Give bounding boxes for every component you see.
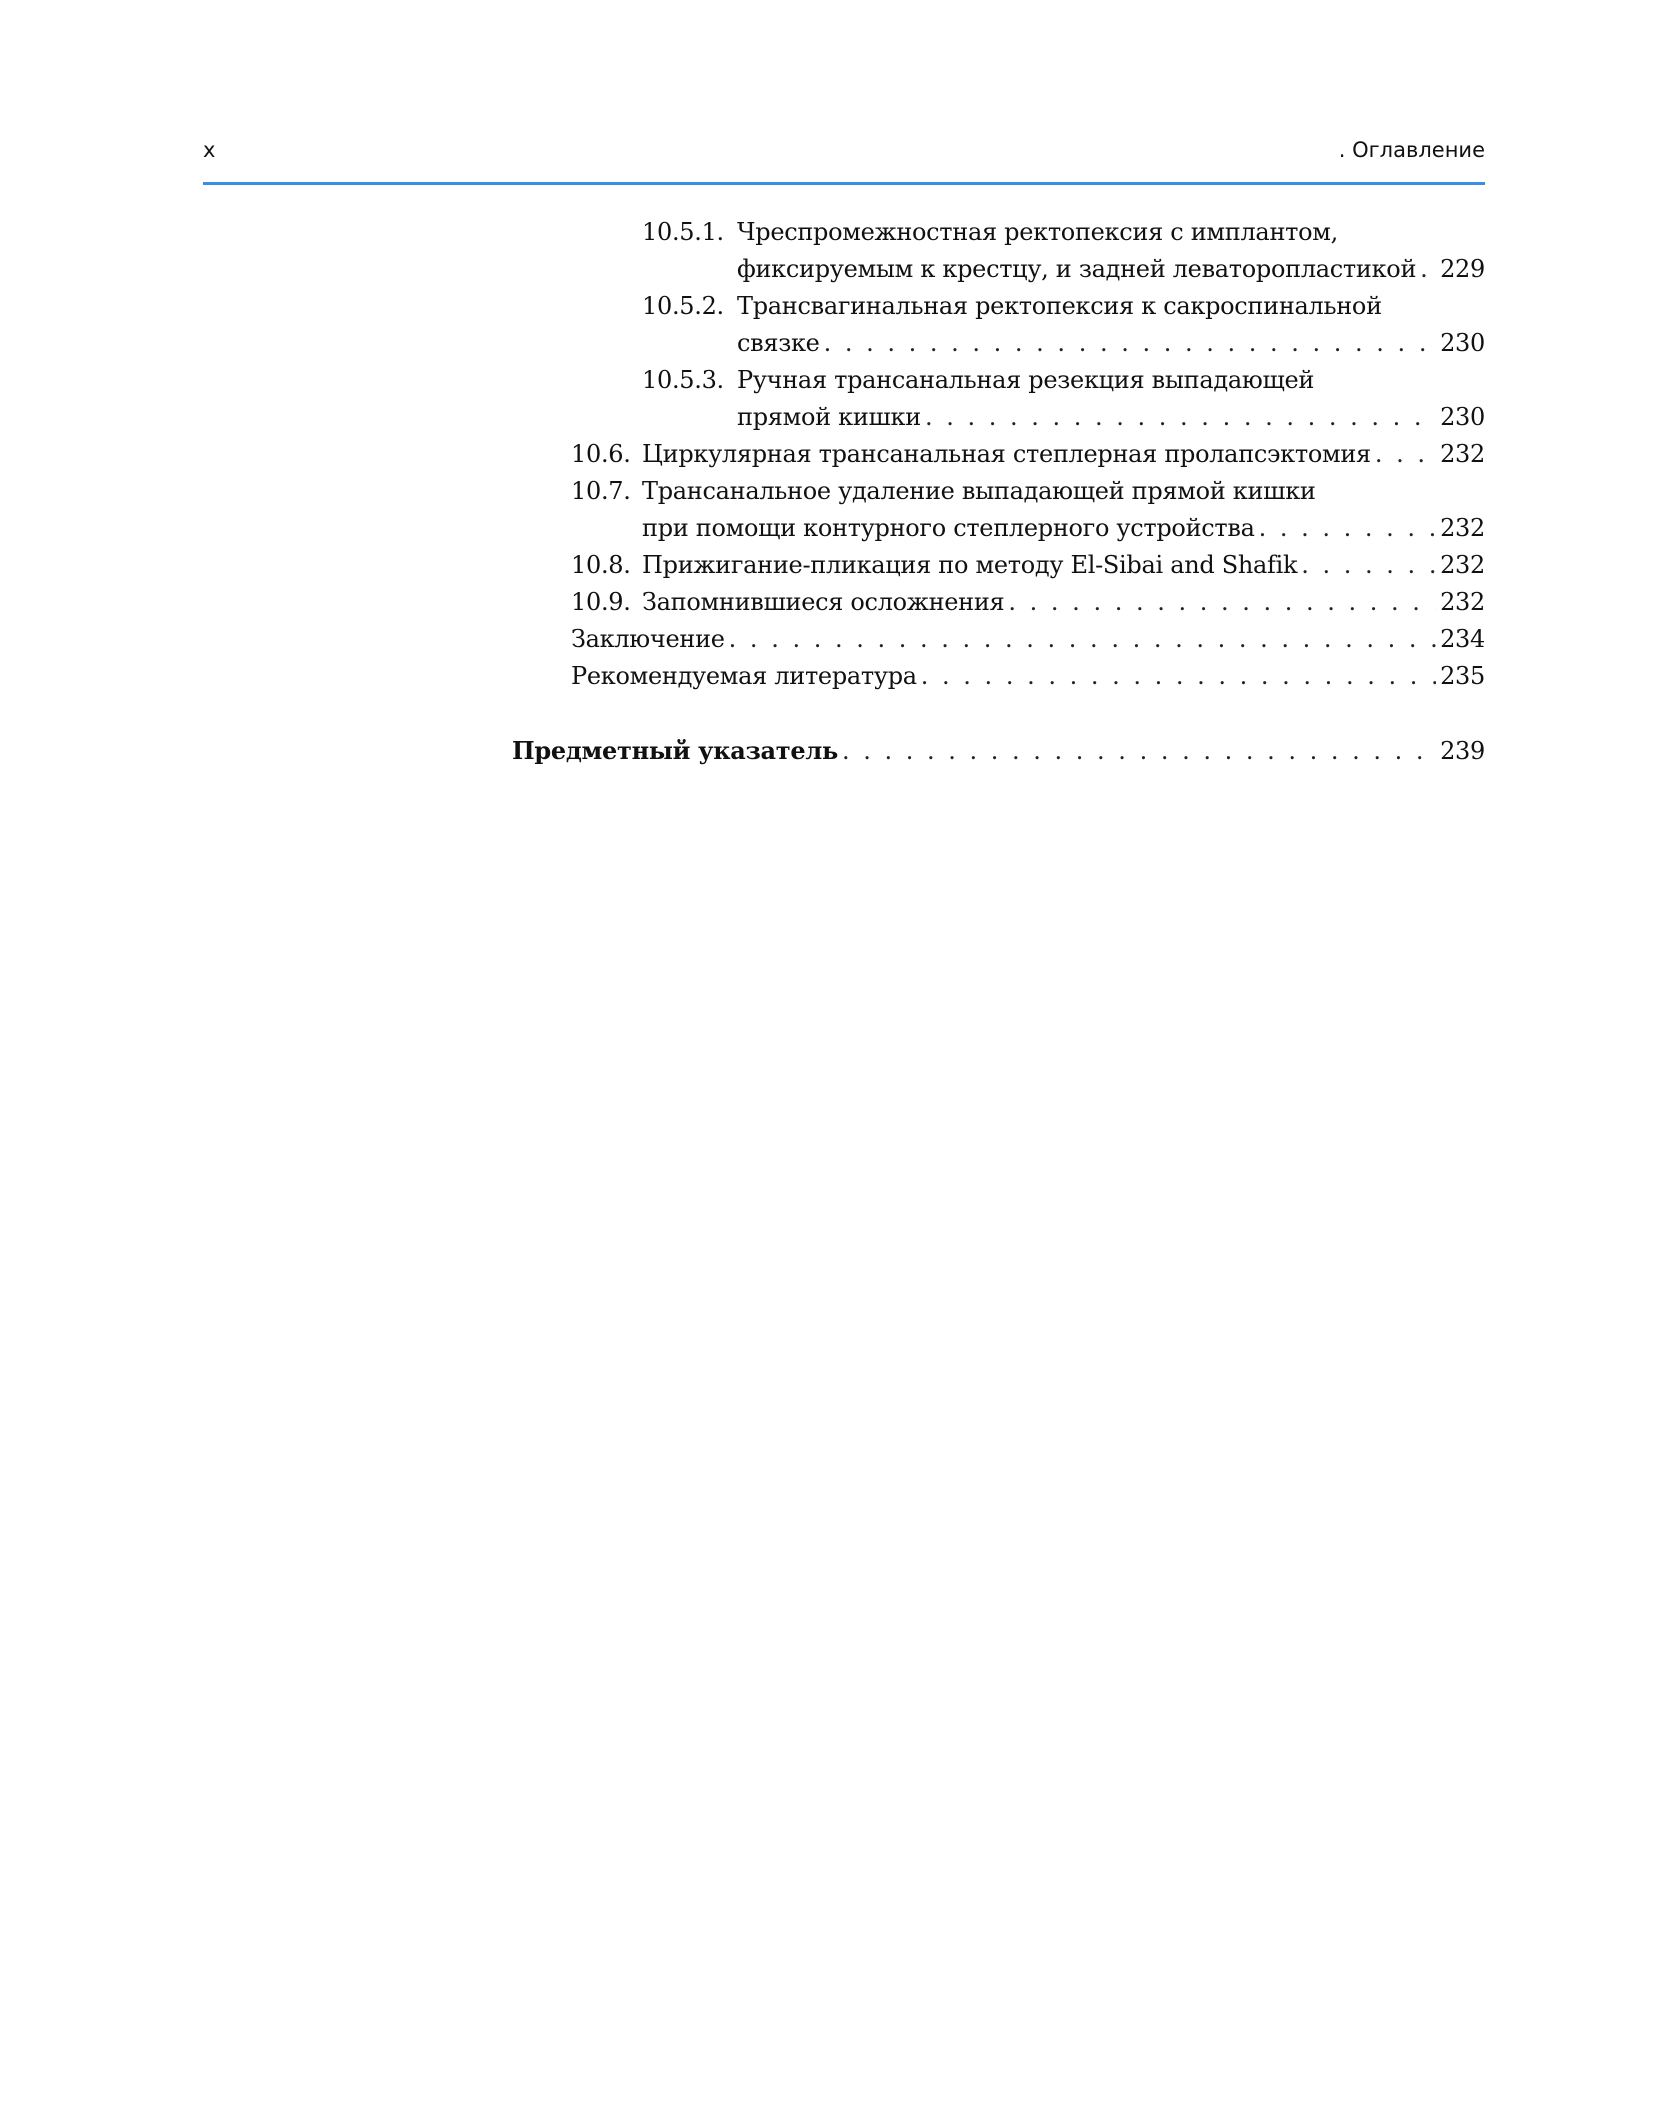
toc-entry-line[interactable] [737,325,1485,361]
toc-page-number: 234 [1440,625,1485,653]
toc-entry-line[interactable] [737,251,1485,287]
dot-leader [824,325,1436,361]
toc-entry-line [737,362,1485,398]
toc-entry-number: 10.5.1. [642,218,724,246]
dot-leader [1375,436,1436,472]
dot-leader [1008,584,1436,620]
toc-entry-line[interactable] [642,436,1485,472]
toc-entry-number: 10.5.3. [642,366,724,394]
toc-entry-title: Трансвагинальная ректопексия к сакроспинальной [737,292,1382,320]
header-rule [203,182,1485,185]
toc-entry-title: Заключение [571,625,725,653]
toc-entry-title: Чреспромежностная ректопексия с имплантом, [737,218,1338,246]
running-title: . Оглавление [1338,138,1485,162]
toc-entry-line [737,214,1485,250]
toc-entry-title: Ручная трансанальная резекция выпадающей [737,366,1315,394]
dot-leader [921,658,1436,694]
toc-entry-line[interactable] [571,658,1485,694]
page-number: x [203,138,216,162]
toc-page-number: 230 [1440,403,1485,431]
dot-leader [842,733,1436,769]
toc-page-number: 229 [1440,255,1485,283]
toc-page-number: 235 [1440,662,1485,690]
toc-page-number: 232 [1440,588,1485,616]
toc-entry-title-continued: фиксируемым к крестцу, и задней леваторопластикой [737,255,1417,283]
toc-entry-number: 10.6. [571,440,631,468]
dot-leader [925,399,1436,435]
dot-leader [729,621,1436,657]
page-header [203,134,1485,168]
dot-leader [1301,547,1436,583]
toc-entry-title-continued: при помощи контурного степлерного устройства [642,514,1255,542]
toc-entry-line [737,288,1485,324]
toc-entry-title: Прижигание-пликация по методу El-Sibai and Shafik [642,551,1298,579]
toc-entry-title: Трансанальное удаление выпадающей прямой кишки [642,477,1316,505]
toc-entry-line[interactable] [642,584,1485,620]
toc-entry-line[interactable] [512,733,1485,769]
toc-entry-line[interactable] [737,399,1485,435]
dot-leader [1420,251,1436,287]
toc-entry-line [642,473,1485,509]
toc-entry-title: Запомнившиеся осложнения [642,588,1005,616]
toc-entry-number: 10.9. [571,588,631,616]
toc-entry-title-continued: связке [737,329,820,357]
toc-entry-number: 10.7. [571,477,631,505]
toc-entry-title: Циркулярная трансанальная степлерная пролапсэктомия [642,440,1371,468]
dot-leader [1259,510,1436,546]
toc-entry-line[interactable] [642,547,1485,583]
toc-entry-number: 10.8. [571,551,631,579]
toc-entry-title: Рекомендуемая литература [571,662,917,690]
toc-page-number: 239 [1440,737,1485,765]
toc-page-number: 232 [1440,440,1485,468]
toc-page-number: 230 [1440,329,1485,357]
toc-entry-title-continued: прямой кишки [737,403,921,431]
toc-entry-title: Предметный указатель [512,736,838,765]
toc-page-number: 232 [1440,514,1485,542]
toc-page-number: 232 [1440,551,1485,579]
toc-entry-number: 10.5.2. [642,292,724,320]
toc-entry-line[interactable] [571,621,1485,657]
toc-entry-line[interactable] [642,510,1485,546]
